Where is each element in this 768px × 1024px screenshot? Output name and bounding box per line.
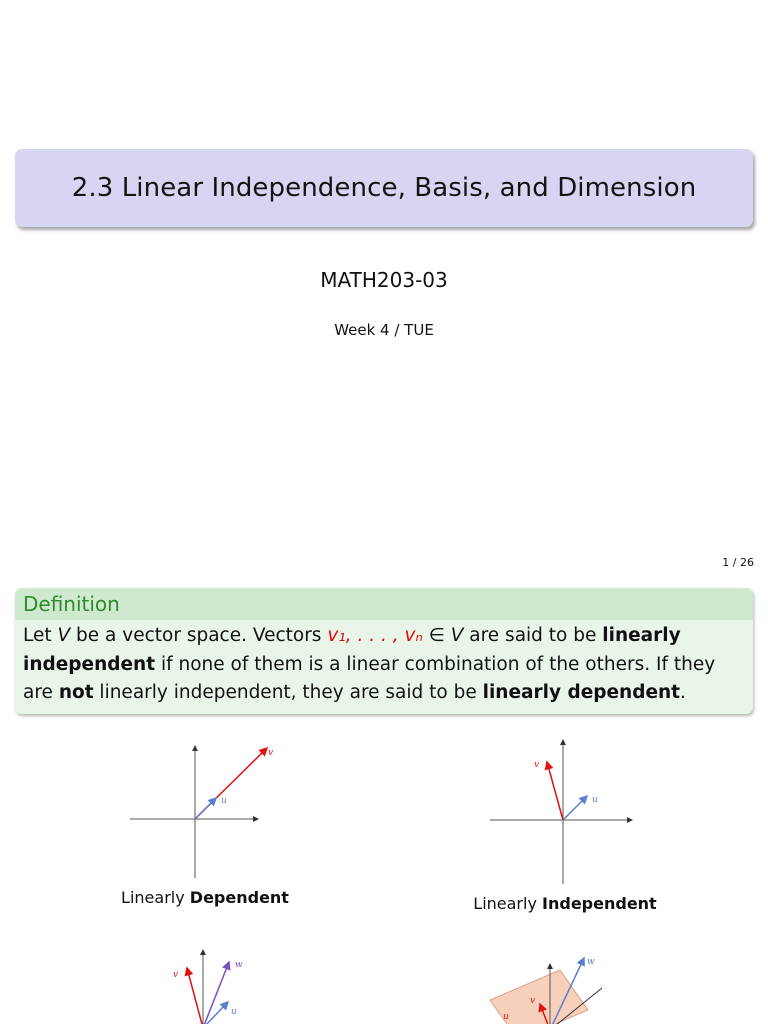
label-v: v <box>268 748 274 758</box>
def-text-4: are said to be <box>463 625 603 646</box>
vector-v <box>187 968 203 1024</box>
label-v: v <box>534 760 540 770</box>
definition-header: Definition <box>15 588 753 620</box>
label-v: v <box>173 970 179 980</box>
caption-dependent <box>110 888 300 907</box>
vector-u <box>195 798 216 819</box>
def-bold-dependent: linearly dependent <box>482 682 681 703</box>
figure-plane-vectors <box>488 950 608 1024</box>
label-u: u <box>592 795 598 805</box>
figure-three-vectors <box>160 946 270 1024</box>
def-text-5: if none of them is a linear combination of the others. If they are <box>23 653 716 703</box>
label-u: u <box>231 1007 237 1017</box>
caption-dependent-bold: Dependent <box>189 888 289 907</box>
def-space-symbol-2: V <box>450 625 464 646</box>
caption-independent-bold: Independent <box>542 894 657 913</box>
def-space-symbol: V <box>57 625 71 646</box>
week-label: Week 4 / TUE <box>334 321 434 339</box>
figure-dependent <box>120 740 290 880</box>
definition-block <box>15 588 753 714</box>
vector-u <box>203 1002 228 1024</box>
caption-independent-plain: Linearly <box>473 894 543 913</box>
def-vectors: v₁, . . . , vₙ <box>327 625 423 646</box>
label-w: w <box>235 960 243 970</box>
label-u: u <box>221 796 227 806</box>
slide-title: 2.3 Linear Independence, Basis, and Dimension <box>71 173 697 203</box>
course-code: MATH203-03 <box>320 268 448 292</box>
def-text-7: . <box>680 682 686 703</box>
def-text-1: Let <box>23 625 58 646</box>
page-number: 1 / 26 <box>722 556 754 569</box>
caption-independent <box>460 894 670 913</box>
title-box <box>15 149 753 227</box>
vector-u <box>563 796 587 820</box>
def-text-3: ∈ <box>422 625 451 646</box>
label-u: u <box>503 1012 509 1022</box>
vector-v <box>547 762 563 820</box>
def-bold-not: not <box>58 682 94 703</box>
figure-independent <box>480 736 650 886</box>
label-v: v <box>530 996 536 1006</box>
def-text-2: be a vector space. Vectors <box>70 625 328 646</box>
definition-body <box>15 620 753 708</box>
caption-dependent-plain: Linearly <box>121 888 190 907</box>
def-bold-independent: linearly independent <box>23 625 681 675</box>
def-text-6: linearly independent, they are said to be <box>93 682 483 703</box>
label-w: w <box>587 957 595 967</box>
